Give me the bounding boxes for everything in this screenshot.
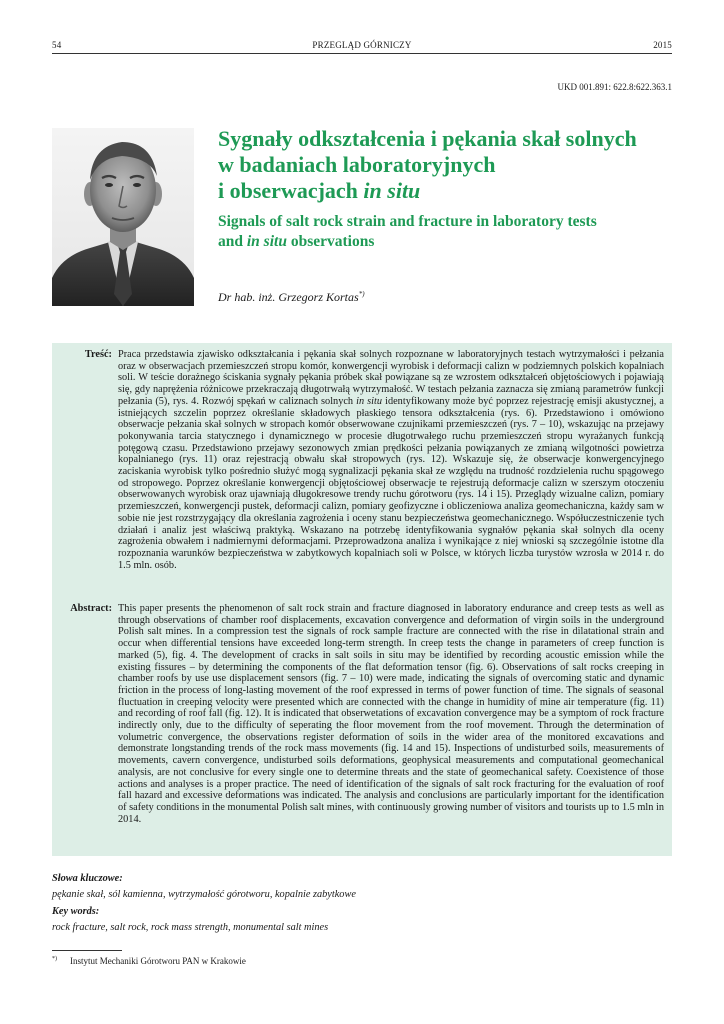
journal-name: PRZEGLĄD GÓRNICZY bbox=[312, 40, 412, 50]
keywords-pl-text: pękanie skał, sól kamienna, wytrzymałość górotworu, kopalnie zabytkowe bbox=[52, 889, 356, 900]
keywords-pl-label: Słowa kluczowe: bbox=[52, 873, 123, 884]
footnote bbox=[52, 956, 246, 966]
udk-classification: UKD 001.891: 622.8:622.363.1 bbox=[557, 82, 672, 92]
title-en-line-2-suffix: observations bbox=[286, 233, 375, 250]
author-byline bbox=[218, 290, 365, 305]
tresc-text-part-1: Praca przedstawia zjawisko odkształcania i pękania skał solnych rozpoznane w laboratoryjnych testach wytrzymałości i pełzania oraz w obserwacjach przemieszczeń stropu komór, konwergencji wyrobisk i deformacji calizn w podziemnych polskich kopalniach soli. W teście dorażnego ściskania sygnały pękania próbek skał powiązane są ze wzrostem odkształceń objętościowych i pojawiają się, gdy naprężenia różnicowe przekraczają długotrwałą wytrzymałość. W testach pełzania zaznacza się zmianą parametrów funkcji pełzania (5), rys. 4. Rozwój spękań w caliznach solnych bbox=[118, 349, 664, 407]
author-portrait bbox=[52, 128, 194, 306]
title-en-italic: in situ bbox=[246, 233, 287, 250]
article-title-polish bbox=[218, 126, 678, 204]
author-name: Dr hab. inż. Grzegorz Kortas bbox=[218, 290, 359, 304]
journal-year: 2015 bbox=[653, 40, 672, 50]
title-pl-line-1: Sygnały odkształcenia i pękania skał solnych bbox=[218, 126, 637, 151]
portrait-illustration bbox=[52, 128, 194, 306]
tresc-text bbox=[118, 349, 664, 571]
abstract-label: Abstract: bbox=[70, 603, 112, 614]
header-divider bbox=[52, 53, 672, 54]
author-footnote-mark: *) bbox=[358, 290, 365, 298]
footnote-divider bbox=[52, 950, 122, 951]
tresc-section bbox=[60, 349, 664, 599]
abstract-box bbox=[52, 343, 672, 856]
abstract-section bbox=[60, 603, 664, 853]
abstract-text: This paper presents the phenomenon of salt rock strain and fracture diagnosed in laboratory endurance and creep tests as well as through observations of chamber roof displacements, excavation convergence and deformation of virgin soils in the underground Polish salt mines. In a compression test the signals of rock sample fracture are connected with the rise in dilatational strain and occur when differential tensions have exceeded long-term strength. In creep tests the change in parameters of creep function is marked (5), fig. 4. The development of cracks in salt soils in situ may be identified by recording acoustic emission while the existing fissures – by determining the components of the flat deformation tensor (fig. 6). Observations of salt rocks creeping in chamber roofs by use use displacement sensors (fig. 7 – 10) were made, indicating the signals of overcoming static and dynamic friction in the process of long-lasting movement of the roof expressed in terms of power function of time. The signals of seasonal fluctuation in creeping velocity were presented which are connected with the change in humidity of mine air temperature (fig. 11) and recording of roof fall (fig. 12). It is indicated that obserwetations of excavation convergence may be a symptom of rock fracture indirectly only, due to the difficulty of seperating the floor movement from the roof movement. Through the determination of volumetric convergence, the observations register deformation of soils in the wider area of the monitored excavations and demonstrate longstanding trends of the rock mass movements (fig. 14 and 15). Inspections of undisturbed soils, measurements of movements, cavern convergence, undisturbed soils deformations, geophysical measurements and computational geomechanical analysis, are not conclusive for every single one to determine threats and the state of geomechanical safety. Coexistence of those actions and analyses is a proper practice. The need of identification of the signals of salt rock fracturing for the evaluation of roof fall hazard and excessive deformations was indicated. The analysis and conclusions are particularly important for the identification of safety conditions in the monumental Polish salt mines, with continuously growing number of visitors and tourists up to 1.5 mln in 2014. bbox=[118, 603, 664, 825]
running-header bbox=[52, 40, 672, 54]
title-pl-line-3: i obserwacjach bbox=[218, 178, 364, 203]
tresc-text-italic: in situ bbox=[356, 395, 383, 407]
footnote-mark: *) bbox=[52, 956, 57, 962]
tresc-label: Treść: bbox=[84, 349, 112, 360]
title-pl-line-2: w badaniach laboratoryjnych bbox=[218, 152, 496, 177]
article-title-english bbox=[218, 212, 678, 252]
title-en-line-1: Signals of salt rock strain and fracture in laboratory tests bbox=[218, 213, 597, 230]
title-en-line-2-prefix: and bbox=[218, 233, 247, 250]
page-number: 54 bbox=[52, 40, 62, 50]
title-pl-italic: in situ bbox=[363, 178, 421, 203]
keywords-en-text: rock fracture, salt rock, rock mass strength, monumental salt mines bbox=[52, 922, 329, 933]
tresc-text-part-2: identyfikowany może być poprzez rejestrację emisji akustycznej, a istniejących szczelin poprzez określanie składowych płaskiego tensora odkształcenia (rys. 6). Przedstawiono i omówiono obserwacje pełzania skał solnych w stropach komór obserwowane czujnikami przemieszczeń (rys. 7 – 10), wskazując na przejawy pokonywania tarcia statycznego i dynamicznego w procesie długotrwałego ruchu przemieszczeń stropu wyrażanych funkcją potęgową czasu. Przedstawiono przejawy sezonowych zmian prędkości pełzania powiązanych ze zmianą wilgotności powietrza kopalnianego (rys. 11) oraz rejestracją obwału skał stropowych (rys. 12). Wskazuje się, że obserwacje konwergencyjnego zaciskania wyrobisk tylko pośrednio służyć mogą sygnalizacji pękania skał ze względu na trudność rozdzielenia ruchu spągowego od stropowego. Poprzez określanie konwergencji objętościowej obserwacje te rejestrują deformacje calizn w szerszym otoczeniu obserwowanych wyrobisk oraz ujawniają długokresowe trendy ruchu górotworu (rys. 14 i 15). Przeglądy wizualne calizn, pomiary przemieszczeń, konwergencji pustek, deformacji calizn, pomiary geofizyczne i obliczeniowa analiza geomechaniczna, każdy sam w sobie nie jest rozstrzygający dla określania zagrożenia i oceny stanu bezpieczeństwa geomechanicznego. Współuczestniczenie tych działań i analiz jest właściwą praktyką. Wskazano na potrzebę identyfikowania sygnałów pękania skał solnych dla oceny zagrożenia obwałem i nadmiernymi deformacjami. Przeprowadzona analiza i wynikające z niej wnioski są szczególnie istotne dla rozpoznania warunków bezpieczeństwa w zabytkowych kopalniach soli w Polsce, w których liczba turystów wzrosła w 2014 r. do 1.5 mln. osób. bbox=[118, 395, 664, 571]
footnote-text: Instytut Mechaniki Górotworu PAN w Krakowie bbox=[70, 956, 246, 966]
keywords-en-label: Key words: bbox=[52, 906, 100, 917]
